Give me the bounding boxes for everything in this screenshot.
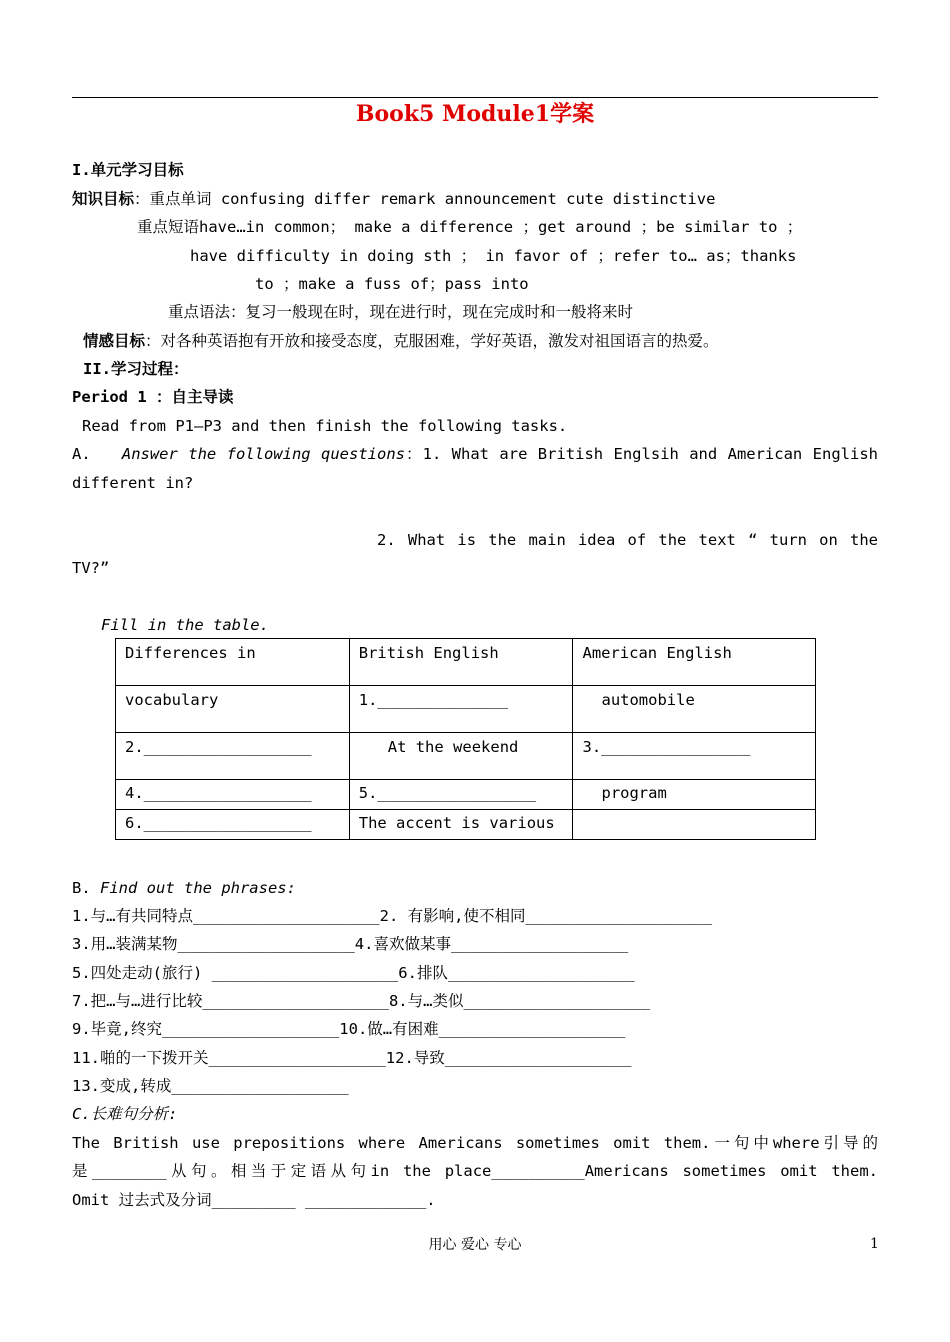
phrase-line-7: 13.变成,转成___________________ bbox=[72, 1077, 349, 1095]
period-heading: Period 1 ：自主导读 bbox=[72, 388, 234, 406]
question-2: 2. What is the main idea of the text “ turn on the bbox=[377, 531, 878, 549]
key-grammar: 重点语法：复习一般现在时，现在进行时，现在完成时和一般将来时 bbox=[168, 303, 634, 321]
phrase-line-4: 7.把…与…进行比较____________________8.与…类似____________________ bbox=[72, 992, 651, 1010]
part-b-instruction: Find out the phrases: bbox=[100, 879, 296, 897]
table-cell: 2.__________________ bbox=[116, 733, 350, 780]
question-1 bbox=[72, 444, 878, 464]
differences-table bbox=[115, 638, 816, 840]
phrase-line-1: 1.与…有共同特点____________________2. 有影响,使不相同____________________ bbox=[72, 907, 713, 925]
page-footer: 用心 爱心 专心 bbox=[428, 1237, 522, 1253]
phrase-line-2: 3.用…装满某物___________________4.喜欢做某事___________________ bbox=[72, 935, 629, 953]
page-number: 1 bbox=[870, 1236, 879, 1252]
fill-table-label: Fill in the table bbox=[101, 616, 260, 634]
table-row bbox=[116, 733, 816, 780]
table-cell bbox=[573, 810, 816, 840]
table-cell: vocabulary bbox=[116, 686, 350, 733]
document-title: Book5 Module1学案 bbox=[355, 101, 595, 127]
question-1-continued: different in? bbox=[72, 474, 194, 492]
question-2-continued: TV?” bbox=[72, 559, 110, 577]
table-cell: 4.__________________ bbox=[116, 780, 350, 810]
table-cell: program bbox=[573, 780, 816, 810]
table-header-cell: Differences in bbox=[116, 639, 350, 686]
sentence-analysis-line-3: Omit 过去式及分词_________ _____________. bbox=[72, 1191, 436, 1209]
table-row bbox=[116, 780, 816, 810]
emotion-goal-text: ：对各种英语抱有开放和接受态度，克服困难，学好英语，激发对祖国语言的热爱。 bbox=[145, 332, 719, 350]
question-1-text: ：1. What are British Englsih and American English bbox=[405, 445, 878, 463]
key-phrases-line-1: 重点短语have…in common； make a difference ；get around ；be similar to ； bbox=[137, 218, 803, 236]
sentence-analysis-line-2: 是________从句。相当于定语从句in the place__________Americans sometimes omit them. bbox=[72, 1162, 878, 1180]
part-a-instruction: Answer the following questions bbox=[121, 445, 405, 463]
table-cell: automobile bbox=[573, 686, 816, 733]
knowledge-goal-words bbox=[72, 189, 715, 209]
emotion-goal bbox=[83, 331, 719, 351]
part-b-label: B. bbox=[72, 879, 100, 897]
emotion-goal-label: 情感目标 bbox=[83, 332, 146, 350]
knowledge-goal-label: 知识目标 bbox=[72, 190, 135, 208]
part-b-heading bbox=[72, 878, 296, 898]
key-phrases-line-3: to ；make a fuss of；pass into bbox=[255, 275, 529, 293]
section-2-heading: II.学习过程： bbox=[83, 360, 189, 378]
table-cell: The accent is various bbox=[349, 810, 573, 840]
table-header-cell: British English bbox=[349, 639, 573, 686]
table-cell: 1.______________ bbox=[349, 686, 573, 733]
section-1-heading: I.单元学习目标 bbox=[72, 161, 184, 179]
sentence-analysis-line-1: The British use prepositions where Americans sometimes omit them.一句中where引导的 bbox=[72, 1134, 878, 1152]
phrase-line-5: 9.毕竟,终究___________________10.做…有困难____________________ bbox=[72, 1020, 626, 1038]
table-row bbox=[116, 639, 816, 686]
table-cell: At the weekend bbox=[349, 733, 573, 780]
key-words: ：重点单词 confusing differ remark announcement cute distinctive bbox=[134, 190, 716, 208]
phrase-line-6: 11.啪的一下拨开关___________________12.导致____________________ bbox=[72, 1049, 632, 1067]
part-a-label: A. bbox=[72, 445, 91, 463]
fill-table-instruction: Fill in the table. bbox=[101, 616, 269, 634]
table-cell: 6.__________________ bbox=[116, 810, 350, 840]
table-cell: 5._________________ bbox=[349, 780, 573, 810]
part-c-heading: C.长难句分析: bbox=[72, 1105, 178, 1123]
table-header-cell: American English bbox=[573, 639, 816, 686]
phrase-line-3: 5.四处走动(旅行) ____________________6.排队____________________ bbox=[72, 964, 635, 982]
table-cell: 3.________________ bbox=[573, 733, 816, 780]
key-phrases-line-2: have difficulty in doing sth ； in favor of ；refer to… as；thanks bbox=[190, 247, 797, 265]
table-row bbox=[116, 810, 816, 840]
header-rule bbox=[72, 97, 878, 98]
reading-instruction: Read from P1—P3 and then finish the following tasks. bbox=[82, 417, 568, 435]
table-row bbox=[116, 686, 816, 733]
